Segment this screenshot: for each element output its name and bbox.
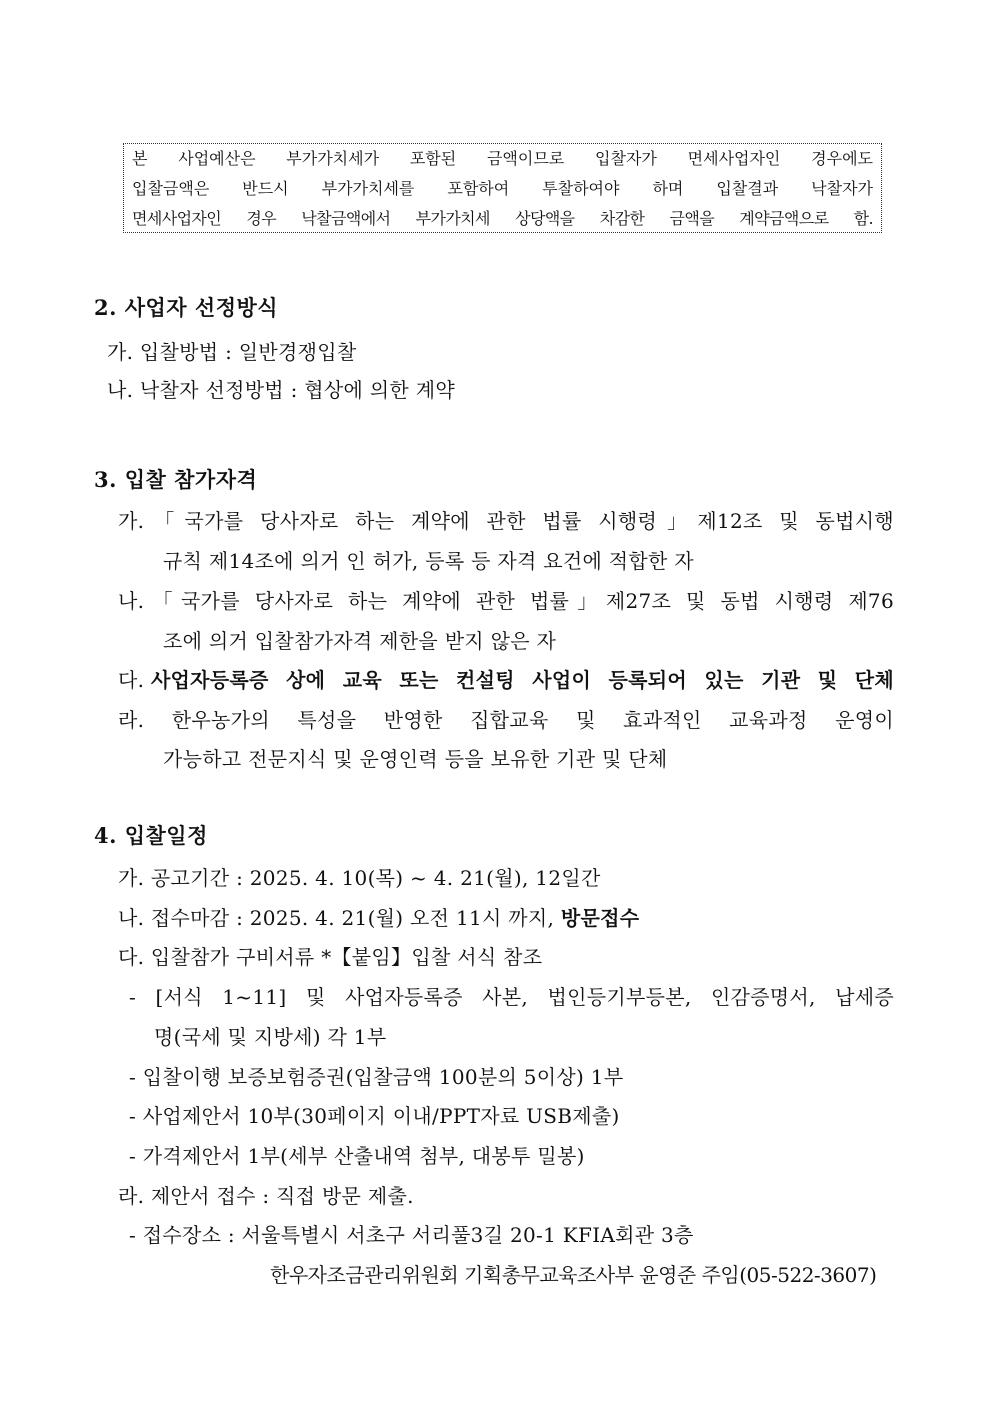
section-4-da-documents: 다. 입찰참가 구비서류 *【붙임】입찰 서식 참조 — [118, 945, 543, 969]
document-item-1-line-2: 명(국세 및 지방세) 각 1부 — [154, 1025, 387, 1049]
section-4-ga-notice-period: 가. 공고기간 : 2025. 4. 10(목) ~ 4. 21(월), 12일간 — [118, 866, 601, 890]
section-3-title: 3. 입찰 참가자격 — [94, 467, 258, 492]
section-2-title: 2. 사업자 선정방식 — [94, 295, 279, 320]
section-3-da-prefix: 다. — [118, 668, 151, 692]
section-3-da-text: 사업자등록증 상에 교육 또는 컨설팅 사업이 등록되어 있는 기관 및 단체 — [150, 668, 894, 692]
section-4-title: 4. 입찰일정 — [94, 823, 208, 848]
section-2-item-bid-method: 가. 입찰방법 : 일반경쟁입찰 — [107, 340, 357, 364]
document-item-2: - 입찰이행 보증보험증권(입찰금액 100분의 5이상) 1부 — [129, 1065, 624, 1089]
section-3-na-line-1: 나.「국가를 당사자로 하는 계약에 관한 법률」제27조 및 동법 시행령 제76 — [118, 589, 894, 613]
section-3-ga-line-2: 규칙 제14조에 의거 인 허가, 등록 등 자격 요건에 적합한 자 — [163, 549, 694, 573]
notice-line-2: 입찰금액은 반드시 부가가치세를 포함하여 투찰하여야 하며 입찰결과 낙찰자가 — [132, 179, 873, 198]
contact-person: 한우자조금관리위원회 기획총무교육조사부 윤영준 주임(05-522-3607) — [270, 1263, 877, 1287]
deadline-visit-submission: 방문접수 — [560, 906, 640, 930]
document-item-3: - 사업제안서 10부(30페이지 이내/PPT자료 USB제출) — [129, 1104, 620, 1128]
section-3-ga-line-1: 가.「국가를 당사자로 하는 계약에 관한 법률 시행령」제12조 및 동법시행 — [118, 509, 894, 533]
section-3-da — [118, 664, 894, 693]
section-3-ra-line-2: 가능하고 전문지식 및 운영인력 등을 보유한 기관 및 단체 — [163, 747, 668, 771]
notice-line-1: 본 사업예산은 부가가치세가 포함된 금액이므로 입찰자가 면세사업자인 경우에도 — [132, 149, 873, 168]
deadline-text: 나. 접수마감 : 2025. 4. 21(월) 오전 11시 까지, — [118, 906, 561, 930]
submission-place: - 접수장소 : 서울특별시 서초구 서리풀3길 20-1 KFIA회관 3층 — [129, 1223, 694, 1247]
document-item-1-line-1: - [서식 1~11] 및 사업자등록증 사본, 법인등기부등본, 인감증명서, 납세증 — [129, 985, 894, 1009]
section-3-na-line-2: 조에 의거 입찰참가자격 제한을 받지 않은 자 — [163, 629, 557, 653]
document-item-4: - 가격제안서 1부(세부 산출내역 첨부, 대봉투 밀봉) — [129, 1144, 585, 1168]
section-2-item-selection-method: 나. 낙찰자 선정방법 : 협상에 의한 계약 — [107, 378, 455, 402]
section-3-ra-line-1: 라. 한우농가의 특성을 반영한 집합교육 및 효과적인 교육과정 운영이 — [118, 708, 894, 732]
vat-notice-box — [123, 143, 882, 233]
section-4-ra-submission: 라. 제안서 접수 : 직접 방문 제출. — [118, 1184, 414, 1208]
section-4-na-deadline — [118, 902, 639, 931]
notice-line-3: 면세사업자인 경우 낙찰금액에서 부가가치세 상당액을 차감한 금액을 계약금액으로 함. — [132, 209, 873, 228]
